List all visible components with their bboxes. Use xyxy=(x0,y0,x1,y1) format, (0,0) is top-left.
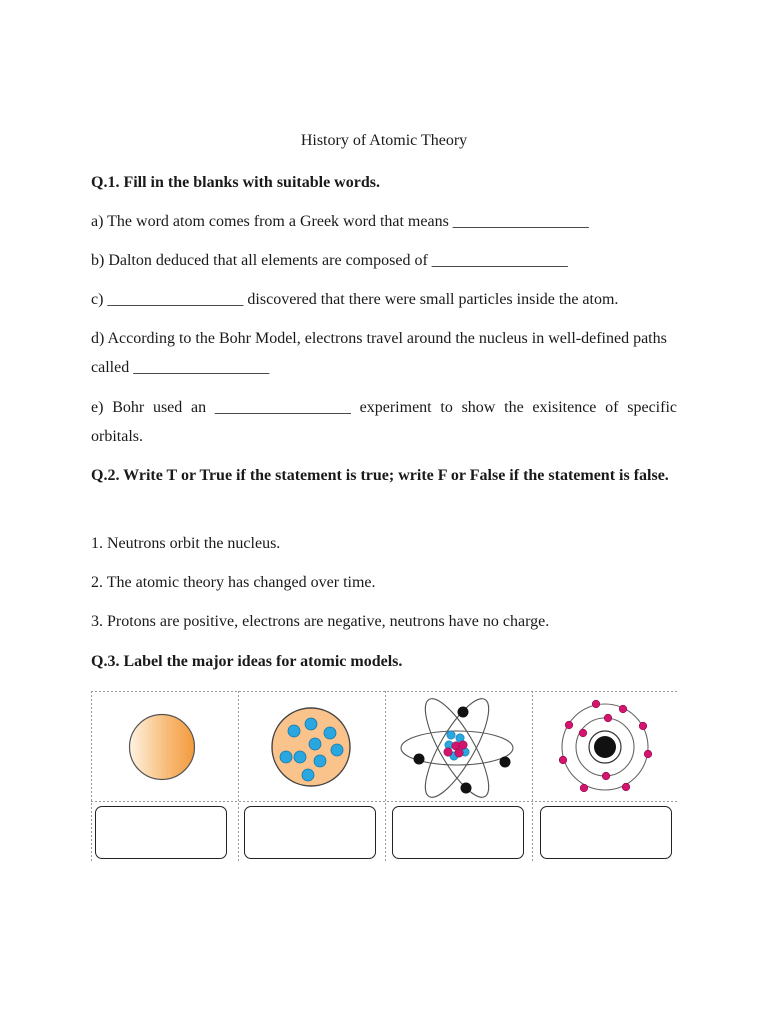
q1-item-c: c) _________________ discovered that there were small particles inside the atom. xyxy=(91,291,619,308)
rutherford-model-image xyxy=(385,691,532,801)
atomic-models-table xyxy=(91,691,677,861)
rutherford-label-box[interactable] xyxy=(392,806,524,859)
thomson-label-box[interactable] xyxy=(244,806,376,859)
thomson-model-image xyxy=(238,691,385,801)
q2-item-2: 2. The atomic theory has changed over time. xyxy=(91,574,376,591)
dalton-label-box[interactable] xyxy=(95,806,227,859)
q1-item-a: a) The word atom comes from a Greek word that means _________________ xyxy=(91,213,589,230)
q1-item-e: e) Bohr used an _________________ experiment to show the exisitence of specific orbitals. xyxy=(91,399,677,445)
q2-item-1: 1. Neutrons orbit the nucleus. xyxy=(91,535,281,552)
q3-heading: Q.3. Label the major ideas for atomic models. xyxy=(91,653,403,670)
worksheet-title: History of Atomic Theory xyxy=(300,132,468,149)
q1-item-b: b) Dalton deduced that all elements are composed of _________________ xyxy=(91,252,568,269)
dalton-model-image xyxy=(91,691,238,801)
q1-heading: Q.1. Fill in the blanks with suitable words. xyxy=(91,174,380,191)
q1-item-d: d) According to the Bohr Model, electrons travel around the nucleus in well-defined paths called _________________ xyxy=(91,330,667,376)
bohr-model-image xyxy=(532,691,677,801)
q2-item-3: 3. Protons are positive, electrons are negative, neutrons have no charge. xyxy=(91,613,550,630)
bohr-label-box[interactable] xyxy=(540,806,672,859)
q2-heading: Q.2. Write T or True if the statement is true; write F or False if the statement is false. xyxy=(91,467,669,484)
